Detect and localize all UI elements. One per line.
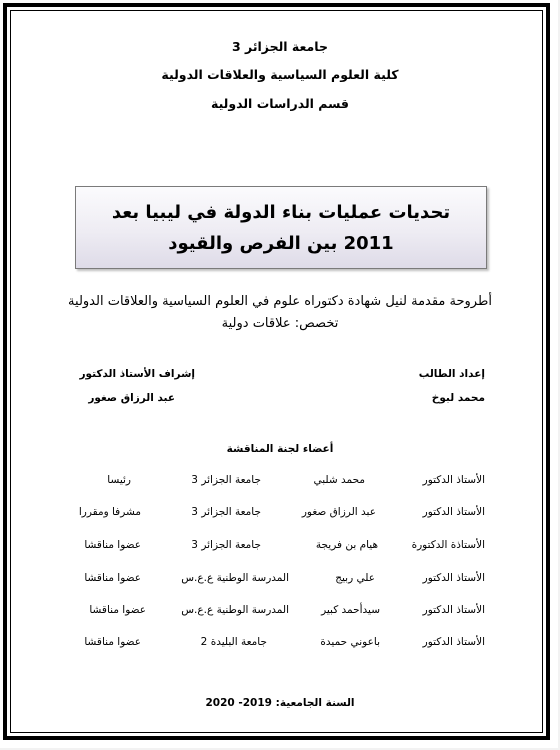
member-role: عضوا مناقشا — [84, 572, 141, 584]
department-name: قسم الدراسات الدولية — [211, 96, 349, 111]
member-institution: المدرسة الوطنية ع.ع.س — [181, 572, 289, 584]
member-institution: جامعة الجزائر 3 — [191, 539, 261, 551]
thesis-title-box — [75, 186, 487, 269]
member-institution: جامعة البليدة 2 — [200, 636, 267, 648]
member-role: رئيسا — [107, 474, 131, 486]
academic-year: السنة الجامعية: 2019- 2020 — [205, 697, 355, 709]
member-title: الأستاذ الدكتور — [422, 572, 485, 584]
member-title: الأستاذ الدكتور — [422, 636, 485, 648]
member-name: سيدأحمد كبير — [321, 604, 380, 616]
member-name: عبد الرزاق صغور — [301, 506, 376, 518]
member-name: علي ربيج — [335, 572, 375, 584]
member-role: عضوا مناقشا — [84, 539, 141, 551]
member-name: هيام بن فريجة — [315, 539, 378, 551]
thesis-description: أطروحة مقدمة لنيل شهادة دكتوراه علوم في العلوم السياسية والعلاقات الدولية — [68, 294, 492, 309]
supervisor-label: إشراف الأستاذ الدكتور — [79, 368, 195, 380]
supervisor-name: عبد الرزاق صغور — [88, 392, 175, 404]
committee-heading: أعضاء لجنة المناقشة — [226, 443, 334, 455]
student-label: إعداد الطالب — [418, 368, 485, 380]
thesis-title: تحديات عمليات بناء الدولة في ليبيا بعد 2011 بين الفرص والقيود — [111, 201, 451, 254]
member-role: عضوا مناقشا — [84, 636, 141, 648]
member-institution: جامعة الجزائر 3 — [191, 506, 261, 518]
member-institution: جامعة الجزائر 3 — [191, 474, 261, 486]
member-name: باعوني حميدة — [320, 636, 380, 648]
specialty: تخصص: علاقات دولية — [221, 316, 339, 331]
member-role: عضوا مناقشا — [89, 604, 146, 616]
member-role: مشرفا ومقررا — [78, 506, 141, 518]
member-title: الأستاذ الدكتور — [422, 604, 485, 616]
faculty-name: كلية العلوم السياسية والعلاقات الدولية — [161, 67, 399, 82]
member-name: محمد شلبي — [313, 474, 365, 486]
member-title: الأستاذ الدكتور — [422, 474, 485, 486]
university-name: جامعة الجزائر 3 — [231, 39, 328, 54]
member-title: الأستاذ الدكتور — [422, 506, 485, 518]
member-title: الأستاذة الدكتورة — [411, 539, 485, 551]
student-name: محمد لبوخ — [431, 392, 485, 404]
member-institution: المدرسة الوطنية ع.ع.س — [181, 604, 289, 616]
